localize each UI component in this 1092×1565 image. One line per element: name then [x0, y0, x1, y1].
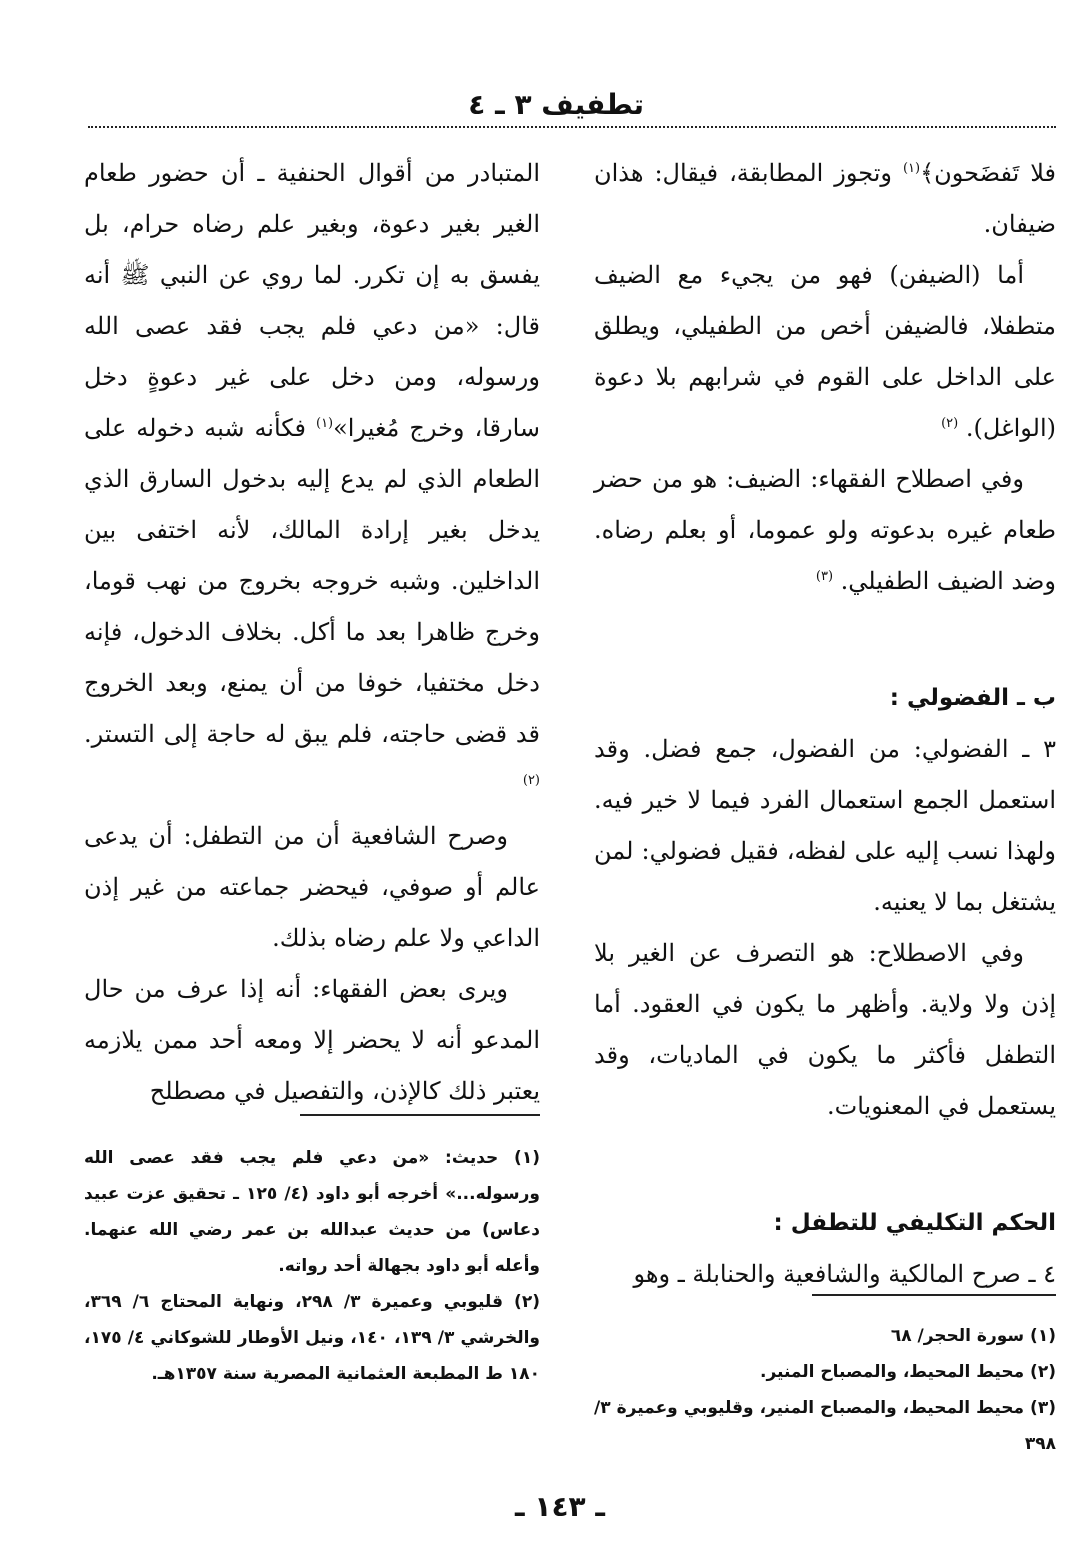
right-paragraph-5: وفي الاصطلاح: هو التصرف عن الغير بلا إذن ولا ولاية. وأظهر ما يكون في العقود. أما التطفل فأكثر ما يكون في الماديات، وقد يستعمل في المعنويات. — [594, 939, 1056, 1120]
footnotes-right — [594, 1318, 1056, 1462]
right-paragraph-6: ٤ ـ صرح المالكية والشافعية والحنابلة ـ وهو — [633, 1260, 1056, 1288]
left-paragraph-1-rest: فكأنه شبه دخوله على الطعام الذي لم يدع إليه بدخول السارق الذي يدخل بغير إرادة المالك، لأنه اختفى بين الداخلين. وشبه خروجه بخروج من نهب قوما، وخرج ظاهرا بعد ما أكل. بخلاف الدخول، فإنه دخل مختفيا، خوفا من أن يمنع، وبعد الخروج قد قضى حاجته، فلم يبق له حاجة إلى التستر. — [84, 414, 540, 748]
spacer — [594, 1132, 1056, 1198]
footnote-right-3: (٣) محيط المحيط، والمصباح المنير، وقليوبي وعميرة ٣/ ٣٩٨ — [594, 1398, 1056, 1454]
left-column — [84, 148, 540, 1117]
footnote-ref-2-left: (٢) — [522, 773, 540, 788]
footnotes-left — [84, 1140, 540, 1392]
footnote-ref-hadith: (١) — [315, 416, 334, 431]
left-paragraph-1-text: المتبادر من أقوال الحنفية ـ أن حضور طعام الغير بغير دعوة، وبغير علم رضاه حرام، بل يفسق به إن تكرر. لما روي عن النبي ﷺ أنه قال: «من دعي فلم يجب فقد عصى الله ورسوله، ومن دخل على غير دعوةٍ دخل سارقا، وخرج مُغيرا» — [84, 159, 540, 442]
footnote-separator-right — [812, 1294, 1056, 1296]
right-paragraph-4: ٣ ـ الفضولي: من الفضول، جمع فضل. وقد استعمل الجمع استعمال الفرد فيما لا خير فيه. ولهذا نسب إليه على لفظه، فقيل فضولي: لمن يشتغل بما لا يعنيه. — [594, 735, 1056, 916]
footnote-ref-2: (٢) — [941, 416, 959, 431]
footnote-ref-3: (٣) — [815, 569, 834, 584]
footnote-ref-1: (١) — [902, 161, 921, 176]
footnote-right-1: (١) سورة الحجر/ ٦٨ — [890, 1326, 1056, 1346]
right-paragraph-2-text: أما (الضيفن) فهو من يجيء مع الضيف متطفلا، فالضيفن أخص من الطفيلي، ويطلق على الداخل على القوم في شرابهم بلا دعوة (الواغل). — [594, 261, 1056, 442]
right-paragraph-3-text: وفي اصطلاح الفقهاء: الضيف: هو من حضر طعام غيره بدعوته ولو عموما، أو بعلم رضاه. وضد الضيف الطفيلي. — [594, 465, 1056, 595]
footnote-left-2: (٢) قليوبي وعميرة ٣/ ٢٩٨، ونهاية المحتاج ٦/ ٣٦٩، والخرشي ٣/ ١٣٩، ١٤٠، ونيل الأوطار للشوكاني ٤/ ١٧٥، ١٨٠ ط المطبعة العثمانية المصرية سنة ١٣٥٧هـ. — [84, 1292, 540, 1384]
footnote-right-2: (٢) محيط المحيط، والمصباح المنير. — [759, 1362, 1056, 1382]
quran-fragment: فلا تَفضَحون﴾ — [920, 159, 1056, 187]
left-paragraph-3: ويرى بعض الفقهاء: أنه إذا عرف من حال المدعو أنه لا يحضر إلا ومعه أحد ممن يلازمه يعتبر ذلك كالإذن، والتفصيل في مصطلح — [84, 975, 540, 1105]
spacer — [594, 607, 1056, 673]
right-column — [594, 148, 1056, 1300]
section-heading-ruling: الحكم التكليفي للتطفل : — [773, 1210, 1056, 1236]
right-paragraph-2 — [594, 250, 1056, 454]
right-paragraph-1 — [594, 148, 1056, 250]
footnote-separator-left — [300, 1114, 540, 1116]
left-paragraph-1 — [84, 148, 540, 811]
page-number: ـ ١٤٣ ـ — [515, 1490, 605, 1523]
section-heading-fuduli: ب ـ الفضولي : — [889, 685, 1056, 711]
running-header: تطفيف ٣ ـ ٤ — [468, 88, 644, 121]
left-paragraph-2: وصرح الشافعية أن من التطفل: أن يدعى عالم أو صوفي، فيحضر جماعته من غير إذن الداعي ولا علم رضاه بذلك. — [84, 822, 540, 952]
right-paragraph-1-rest: وتجوز المطابقة، فيقال: هذان ضيفان. — [594, 159, 1056, 238]
header-dotted-rule — [88, 126, 1056, 128]
right-paragraph-3 — [594, 454, 1056, 607]
footnote-left-1: (١) حديث: «من دعي فلم يجب فقد عصى الله ورسوله...» أخرجه أبو داود (٤/ ١٢٥ ـ تحقيق عزت عبيد دعاس) من حديث عبدالله بن عمر رضي الله عنهما. وأعله أبو داود بجهالة أحد رواته. — [84, 1148, 540, 1276]
